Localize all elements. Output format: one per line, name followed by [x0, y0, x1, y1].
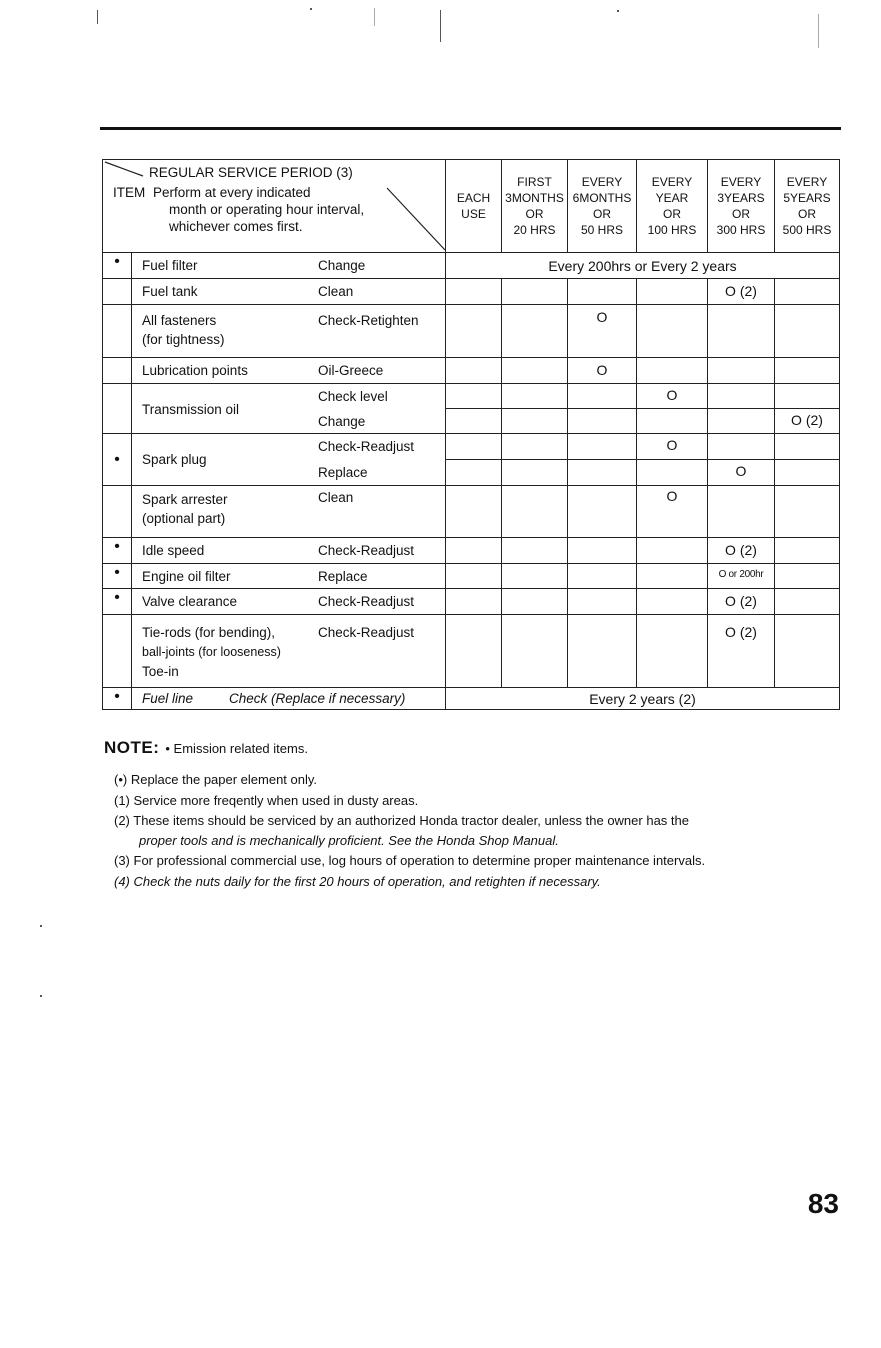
- service-mark: O: [637, 384, 708, 409]
- table-row: [103, 486, 840, 538]
- col-each-use: EACH USE: [446, 160, 502, 253]
- item-action: Replace: [318, 465, 368, 480]
- interval-span-text: Every 200hrs or Every 2 years: [446, 253, 840, 279]
- table-row: [103, 279, 840, 305]
- scan-mark: [40, 925, 42, 927]
- item-cell: [132, 253, 446, 279]
- table-row: [103, 305, 840, 358]
- maintenance-schedule-table: [102, 159, 840, 710]
- emission-bullet: [103, 279, 132, 305]
- item-name: Fuel filter: [142, 258, 198, 273]
- emission-bullet: [103, 384, 132, 434]
- emission-bullet: •: [103, 538, 132, 564]
- scan-mark: [310, 8, 312, 10]
- scan-mark: [40, 995, 42, 997]
- page-number: 83: [807, 1188, 839, 1219]
- table-row: [103, 538, 840, 564]
- service-mark: O: [568, 358, 637, 384]
- footnote: (3) For professional commercial use, log hours of operation to determine proper maintenance intervals.: [114, 853, 706, 868]
- item-name-sub: (for tightness): [142, 332, 225, 347]
- header-rule: [100, 127, 841, 130]
- table-row: [103, 358, 840, 384]
- scan-mark: [440, 10, 441, 42]
- service-mark: O (2): [708, 279, 775, 305]
- table-row: [103, 253, 840, 279]
- item-name-sub: ball-joints (for looseness): [142, 645, 281, 659]
- table-row: [103, 564, 840, 589]
- item-action: Check-Readjust: [318, 543, 415, 558]
- table-row: [103, 688, 840, 710]
- item-name: Fuel tank: [142, 284, 198, 299]
- item-name-sub: Toe-in: [142, 664, 179, 679]
- item-action: Change: [318, 414, 366, 429]
- col-first-3months: FIRST 3MONTHS OR 20 HRS: [502, 160, 568, 253]
- item-name: Engine oil filter: [142, 569, 231, 584]
- service-mark: O: [637, 434, 708, 460]
- scan-mark: [818, 14, 819, 48]
- note-heading: [104, 738, 308, 758]
- item-action: Oil-Greece: [318, 363, 384, 378]
- footnote: proper tools and is mechanically proficient. See the Honda Shop Manual.: [139, 833, 559, 848]
- table-row: [103, 384, 840, 409]
- item-action: Change: [318, 258, 366, 273]
- emission-bullet: •: [103, 688, 132, 710]
- item-action: Check level: [318, 389, 388, 404]
- emission-bullet: [103, 615, 132, 688]
- item-cell: [132, 688, 446, 710]
- item-name: Idle speed: [142, 543, 205, 558]
- scan-mark: [374, 8, 375, 26]
- service-mark: O or 200hr: [708, 564, 775, 589]
- item-note-2: month or operating hour interval,: [169, 202, 365, 217]
- footnote: (4) Check the nuts daily for the first 20 hours of operation, and retighten if necessary.: [114, 874, 601, 889]
- note-line: • Emission related items.: [165, 741, 308, 756]
- note-title: NOTE:: [104, 738, 160, 757]
- service-mark: O (2): [708, 615, 775, 688]
- emission-bullet: •: [103, 589, 132, 615]
- item-name-sub: (optional part): [142, 511, 226, 526]
- item-action: Clean: [318, 490, 354, 505]
- service-mark: O: [637, 486, 708, 538]
- item-cell: [132, 564, 446, 589]
- service-mark: O (2): [708, 589, 775, 615]
- scan-mark: [617, 10, 619, 12]
- item-name: Spark plug: [142, 452, 207, 467]
- emission-bullet: [103, 358, 132, 384]
- col-every-6months: EVERY 6MONTHS OR 50 HRS: [568, 160, 637, 253]
- service-mark: O (2): [775, 409, 840, 434]
- table-row: [103, 615, 840, 688]
- item-name: Valve clearance: [142, 594, 238, 609]
- item-name: Transmission oil: [142, 402, 240, 417]
- footnote: (2) These items should be serviced by an authorized Honda tractor dealer, unless the owner has the: [114, 813, 689, 828]
- item-cell: [132, 384, 446, 434]
- table-row: [103, 434, 840, 460]
- item-header-cell: [103, 160, 446, 253]
- emission-bullet: [103, 305, 132, 358]
- item-name: Spark arrester: [142, 492, 228, 507]
- emission-bullet: [103, 486, 132, 538]
- item-name: Tie-rods (for bending),: [142, 625, 276, 640]
- item-cell: [132, 589, 446, 615]
- item-cell: [132, 538, 446, 564]
- item-action: Check-Retighten: [318, 313, 419, 328]
- item-action: Check-Readjust: [318, 439, 415, 454]
- service-mark: O: [708, 460, 775, 486]
- item-name: Lubrication points: [142, 363, 248, 378]
- item-action: Check (Replace if necessary): [229, 691, 406, 706]
- emission-bullet: •: [103, 564, 132, 589]
- interval-span-text: Every 2 years (2): [446, 688, 840, 710]
- item-cell: [132, 279, 446, 305]
- item-cell: [132, 358, 446, 384]
- item-cell: [132, 486, 446, 538]
- item-name: All fasteners: [142, 313, 217, 328]
- scan-mark: [97, 10, 98, 24]
- item-action: Clean: [318, 284, 354, 299]
- footnote: (1) Service more freqently when used in dusty areas.: [114, 793, 419, 808]
- item-name: Fuel line: [142, 691, 194, 706]
- item-action: Replace: [318, 569, 368, 584]
- item-cell: [132, 615, 446, 688]
- col-every-3years: EVERY 3YEARS OR 300 HRS: [708, 160, 775, 253]
- emission-bullet: •: [103, 253, 132, 279]
- footnote: (•) Replace the paper element only.: [114, 772, 318, 787]
- period-label: REGULAR SERVICE PERIOD (3): [149, 165, 353, 180]
- item-cell: [132, 305, 446, 358]
- table-row: [103, 589, 840, 615]
- item-note-1: Perform at every indicated: [153, 185, 311, 200]
- item-label: ITEM: [113, 185, 146, 200]
- item-note-3: whichever comes first.: [169, 219, 303, 234]
- item-action: Check-Readjust: [318, 594, 415, 609]
- service-mark: O (2): [708, 538, 775, 564]
- item-cell: [132, 434, 446, 486]
- service-mark: O: [568, 305, 637, 358]
- emission-bullet: •: [103, 434, 132, 486]
- item-action: Check-Readjust: [318, 625, 415, 640]
- col-every-5years: EVERY 5YEARS OR 500 HRS: [775, 160, 840, 253]
- col-every-year: EVERY YEAR OR 100 HRS: [637, 160, 708, 253]
- table-header-row: [103, 160, 840, 253]
